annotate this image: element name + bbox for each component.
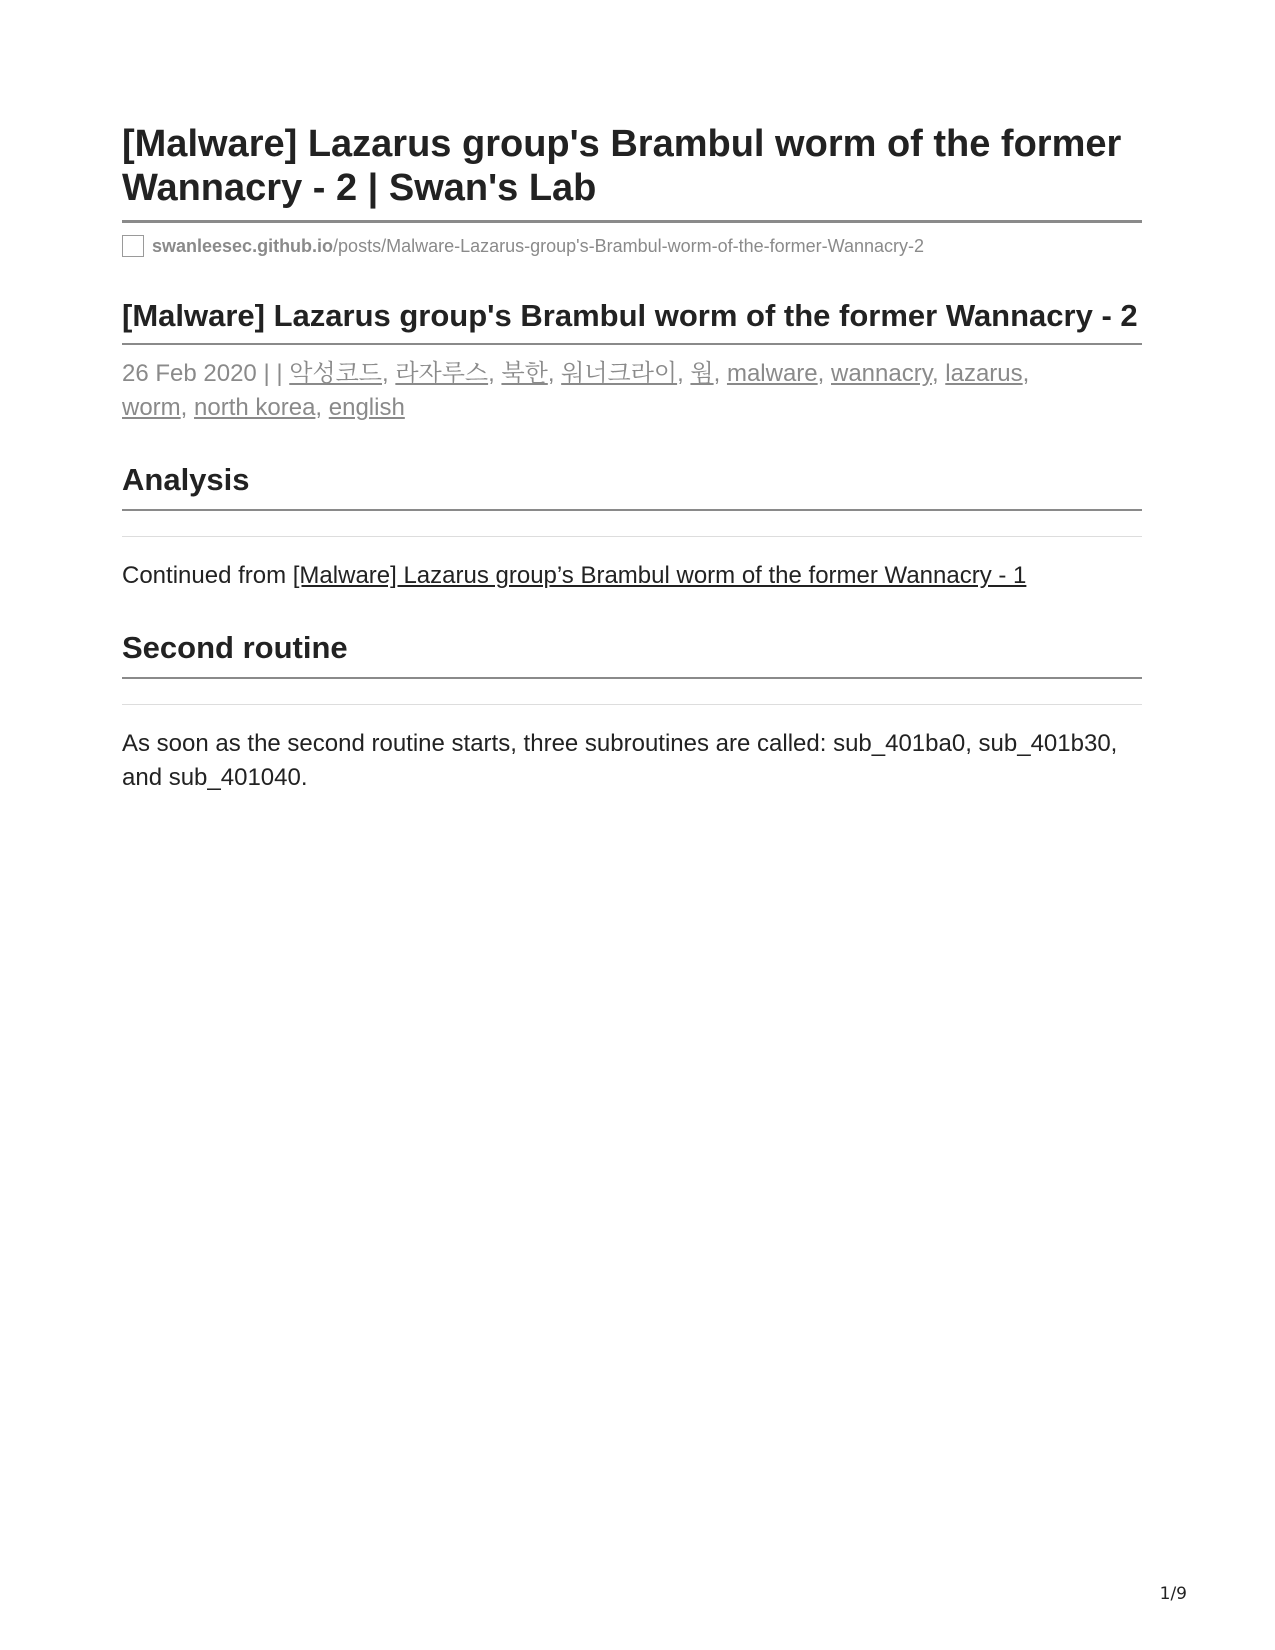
favicon-placeholder-icon [122,235,144,257]
tag-link[interactable]: malware [726,360,818,387]
analysis-paragraph [122,559,1142,593]
document-title: [Malware] Lazarus group's Brambul worm of the former Wannacry - 2 | Swan's Lab [122,122,1142,223]
continued-from-text: Continued from [122,562,293,589]
divider [122,536,1142,537]
tag-link[interactable]: 웜 [690,360,714,387]
section-heading-second-routine: Second routine [122,629,1142,679]
post-date: 26 Feb 2020 | | [122,360,290,387]
tag-link[interactable]: 라자루스 [395,360,489,387]
tag-link[interactable]: 악성코드 [289,360,382,387]
source-path[interactable]: /posts/Malware-Lazarus-group's-Brambul-worm-of-the-former-Wannacry-2 [333,235,924,256]
section-heading-analysis: Analysis [122,461,1142,511]
previous-post-link[interactable]: [Malware] Lazarus group’s Brambul worm of the former Wannacry - 1 [292,562,1027,589]
tag-link[interactable]: 워너크라이 [561,360,678,387]
tag-link[interactable]: lazarus [945,360,1023,387]
tag-link[interactable]: north korea [194,394,316,421]
tag-link[interactable]: english [328,394,405,421]
tag-link[interactable]: 북한 [501,360,548,387]
document-body [122,122,1142,795]
tag-link[interactable]: wannacry [831,360,932,387]
tag-link[interactable]: worm [122,394,181,421]
second-routine-paragraph: As soon as the second routine starts, three subroutines are called: sub_401ba0, sub_401b30, and sub_401040. [122,730,1118,791]
post-title: [Malware] Lazarus group's Brambul worm of the former Wannacry - 2 [122,297,1142,345]
post-meta: 26 Feb 2020 | | 악성코드, 라자루스, 북한, 워너크라이, 웜, malware, wannacry, lazarus, worm, north korea, english [122,360,1030,421]
source-host[interactable]: swanleesec.github.io [152,235,334,256]
source-line [122,233,1142,259]
divider [122,704,1142,705]
page-number: 1/9 [1159,1584,1187,1604]
